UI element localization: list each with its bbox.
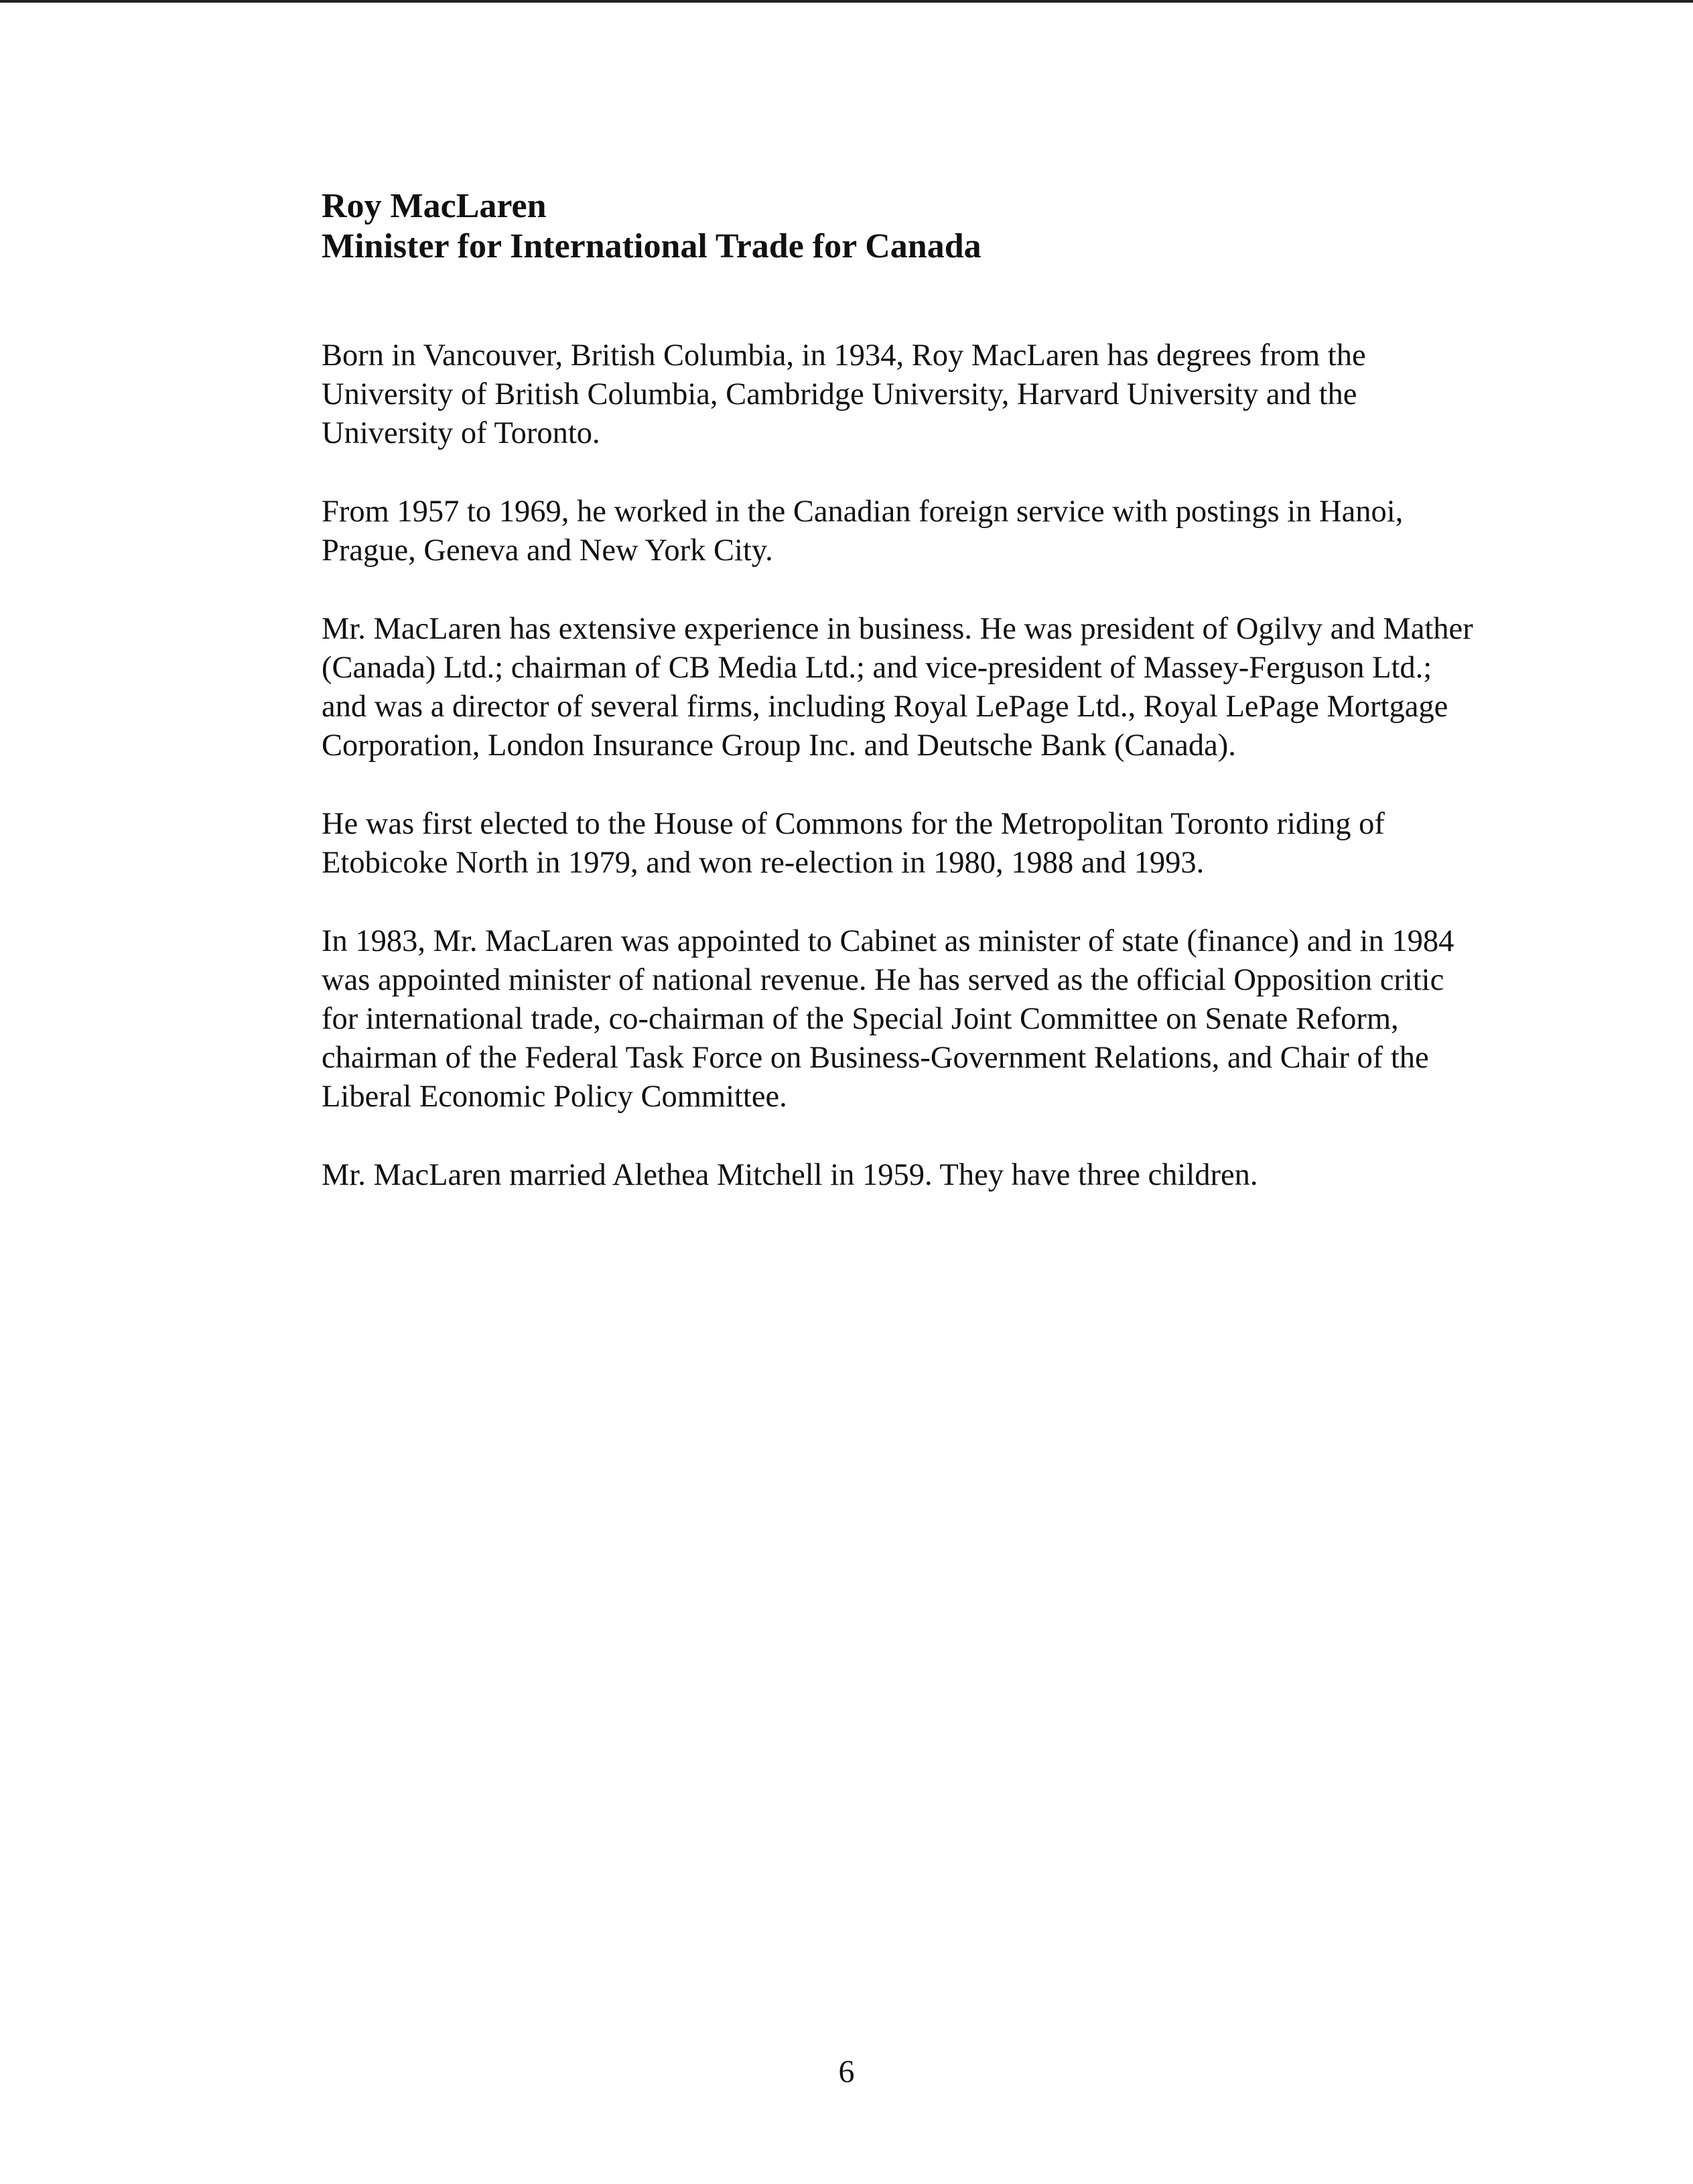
person-title: Minister for International Trade for Canada <box>322 227 981 265</box>
page-number: 6 <box>838 2054 855 2090</box>
paragraph-family: Mr. MacLaren married Alethea Mitchell in 1959. They have three children. <box>322 1158 1258 1192</box>
paragraph-business: Mr. MacLaren has extensive experience in business. He was president of Ogilvy and Mather (Canada) Ltd.; chairman of CB Media Ltd.; and vice-president of Massey-Ferguson Ltd.; and was a director of several firms, including Royal LePage Ltd., Royal LePage Mortgage Corporation, London Insurance Group Inc. and Deutsche Bank (Canada). <box>322 612 1473 763</box>
paragraph-cabinet: In 1983, Mr. MacLaren was appointed to Cabinet as minister of state (finance) and in 1984 was appointed minister of national revenue. He has served as the official Opposition critic for international trade, co-chairman of the Special Joint Committee on Senate Reform, chairman of the Federal Task Force on Business-Government Relations, and Chair of the Liberal Economic Policy Committee. <box>322 924 1454 1114</box>
top-border-line <box>0 0 1693 3</box>
paragraph-education: Born in Vancouver, British Columbia, in 1934, Roy MacLaren has degrees from the University of British Columbia, Cambridge University, Harvard University and the University of Toronto. <box>322 338 1366 450</box>
paragraph-elections: He was first elected to the House of Commons for the Metropolitan Toronto riding of Etobicoke North in 1979, and won re-election in 1980, 1988 and 1993. <box>322 807 1385 880</box>
paragraph-foreign-service: From 1957 to 1969, he worked in the Canadian foreign service with postings in Hanoi, Prague, Geneva and New York City. <box>322 495 1404 568</box>
biography-section <box>322 186 1474 1195</box>
person-name: Roy MacLaren <box>322 187 547 225</box>
